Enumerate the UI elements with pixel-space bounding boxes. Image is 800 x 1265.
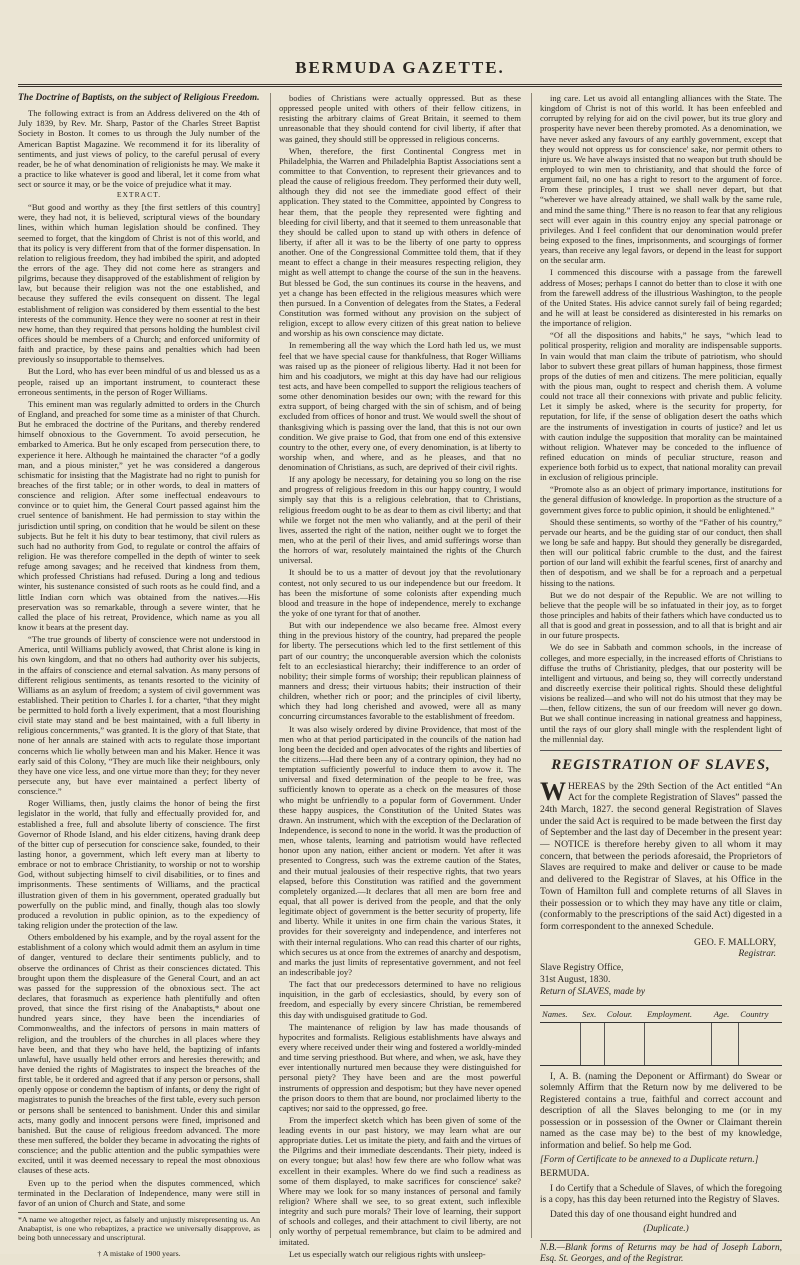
certificate-label: [Form of Certificate to be annexed to a Duplicate return.] (540, 1154, 759, 1165)
footnote: *A name we altogether reject, as falsely and unjustly misrepresenting us. An Anabaptist, is one who rebaptizes, a practice we universally disapprove, as being both unnecessary and unscriptural. (18, 1212, 260, 1243)
registrar-name: GEO. F. MALLORY, (694, 936, 776, 948)
oath-text: I, A. B. (naming the Deponent or Affirmant) do Swear or solemnly Affirm that the Return now by me delivered to be Registered contains a true, faithful and correct account and description of all the Slaves belonging to me (or in my possession or in possession of the Owner or Claimant therein named as the case may be) to the best of my knowledge, information and belief. So help me God. (540, 1071, 782, 1151)
table-header: Age. (712, 1005, 739, 1022)
article-paragraph: Let us especially watch our religious rights with unsleep- (289, 1248, 486, 1259)
registration-title: REGISTRATION OF SLAVES, (551, 756, 771, 773)
column-2 (270, 93, 521, 1259)
table-header: Employment. (645, 1005, 712, 1022)
registry-footer: N.B.—Blank forms of Returns may be had of Joseph Laborn, Esq. St. Georges, and of the Registrar. (540, 1240, 782, 1265)
article-paragraph: In remembering all the way which the Lord hath led us, we must feel that we have special cause for thankfulness, that Roger Williams was raised up as the pioneer of religious liberty. Had it not been for him and his coadjutors, we might at this day have had our religious test acts, and have been compelled to support the religious teachers of some other denomination besides our own; with the reward for this extra support, of being charged with the sin of schism, and of being excluded from offices of honor and trust. We would swell the shout of thanksgiving which is passing over the land, that this is not our own condition. We give praise to God, that from one end of this extensive country to the other, every one, of every denomination, is at liberty to worship when, and where, and as he pleases, and that no denomination of Christians, as such, are deprived of their civil rights. (279, 340, 521, 473)
article-paragraph: When, therefore, the first Continental Congress met in Philadelphia, the Warren and Philadelphia Baptist Associations sent a committee to that Convention, to represent their grievances and to plead the cause of religious freedom. They performed their duty well, although they did not see the immediate good effect of their application. They stated to the Committee, appointed by Congress to hear them, that the people they represented were fighting and bleeding for civil liberty, and that it seemed to them unreasonable that they should be called upon to stand up with others in defence of liberty, if after all it was to be the liberty of one party to oppress another. One of the Congressional Committee told them, that if they meant to effect a change in their measures respecting religion, they might as well attempt to change the course of the sun in the heavens. But blessed be God, the sun continues its course in the heavens, and yet a change has been effected in the religious measures which were then pursued. In a Convention of delegates from the States, a Federal Constitution was formed without any provision on the subject of religion, except to allow every citizen of this great nation to believe and worship as his own conscience may dictate. (279, 145, 521, 339)
table-header: Names. (540, 1005, 580, 1022)
article-paragraph: Should these sentiments, so worthy of the “Father of his country,” pervade our hearts, and be the guiding star of our conduct, then shall we long be safe and happy. But should they generally be disregarded, then will our political fabric crumble to the dust, and the fairest portion of our land will exhibit the fearful scenes, first of anarchy and then of despotism, and we shall be for a reproach and a perpetual hissing to the nations. (540, 516, 782, 588)
table-header-row (540, 1005, 782, 1022)
article-paragraph: It should be to us a matter of devout joy that the revolutionary contest, not only secured to us our independence but our freedom. It has been the misfortune of some colonists after expending much blood and treasure in the hope of independence, merely to exchange the yoke of one tyrant for that of another. (279, 567, 521, 619)
table-header: Sex. (580, 1005, 605, 1022)
article-paragraph: bodies of Christians were actually oppressed. But as these oppressed people united with others of their fellow citizens, in resisting the arbitrary claims of Great Britain, it seemed to them unreasonable that they should contend for civil liberty, if after that was gained, they should still be oppressed in religious concerns. (279, 93, 521, 144)
column-3 (531, 93, 782, 1264)
duplicate-label: (Duplicate.) (643, 1224, 689, 1235)
article-paragraph: “The true grounds of liberty of conscience were not understood in America, until Williams publicly avowed, that Christ alone is king in his own kingdom, and that no others had authority over his subjects, in the affairs of conscience and eternal salvation. As many persons of different religious sentiments, as tenants resorted to the vicinity of Williams as an asylum of freedom; a system of civil government was established. Their petition to Charles I. for a charter, “that they might be permitted to hold forth a lively experiment, that a most flourishing civil state may stand and be best maintained, with a full liberty in religious concernments,” was granted. It is the glory of that State, that none of her annals are stained with acts to regulate those important concerns which lie wholly between man and his Maker. Hence it was early said of this Colony, “They are much like their neighbours, only they have one vice less, and one virtue more than they; for they never persecute any, but have ever maintained a perfect liberty of conscience.” (18, 634, 260, 797)
slave-return-table (540, 1005, 782, 1066)
office-date: 31st August, 1830. (540, 975, 611, 986)
article-paragraph: But with our independence we also became free. Almost every thing in the previous history of the country, had prepared the people for liberty. The persecutions which led to the first settlement of this part of our country; the unconquerable aversion which the colonists felt to an ecclesiastical hierarchy; their indifference to an order of nobility; their simple forms of worship; their republican plainness of manners and dress; their virtuous habits; their instruction of their children, whether rich or poor; and the principles of civil liberty, which they had long cherished and avowed, were all as many concurring circumstances favorable to the establishment of freedom. (279, 620, 521, 722)
article-paragraph: The fact that our predecessors determined to have no religious inquisition, in the garb of ecclesiastics, should, by every son of freedom, and especially by every sincere Christian, be remembered this day with undisguised gratitude to God. (279, 979, 521, 1020)
registry-office (540, 963, 782, 998)
registrar-signature (540, 937, 776, 960)
dated-line: Dated this day of one thousand eight hundred and (550, 1209, 737, 1220)
table-cell (540, 1022, 580, 1065)
article-paragraph: ing care. Let us avoid all entangling alliances with the State. The kingdom of Christ is not of this world. It has been enfeebled and corrupted by relying for aid on the civil power, but its true glory and prosperity have never been thereby promoted. As a denomination, we have never asked any favours of any earthly government, except that they would not oppress us for conscience' sake, nor permit others to injure us. We have always insisted that no weapon but truth should be employed to win men to christianity, and that should the force of argument fail, no one has a right to resort to the argument of force. From these principles, I trust we shall never depart, but that “wherever we have already attained, we shall walk by the same rule, and mind the same thing.” There is no reason to fear that any religious sect will ever again in this country enjoy any special patronage or privileges. And I feel confident that our denomination would prefer being exposed to the fines, imprisonments, and scourgings of former years, than receive any legal favors, or depend in the least for support on the secular arm. (540, 93, 782, 266)
table-header: Colour. (605, 1005, 645, 1022)
article-paragraph: If any apology be necessary, for detaining you so long on the rise and progress of religious freedom in this our happy country, I would simply say that this is a religious celebration, that to Christians, religious freedom ought to be as dear to them as civil liberty; and that while we forget not the men who valiantly, and at the peril of their lives, asserted the right of the nation, neither ought we to forget the men, who at the peril of their lives, and amid sufferings worse than the horrors of war, resolutely maintained the rights of the Church universal. (279, 474, 521, 566)
masthead-title: BERMUDA GAZETTE. (295, 58, 505, 77)
article-paragraph: Others emboldened by his example, and by the royal assent for the establishment of a colony which would admit them an asylum in time of danger, ventured to declare their sentiments publicly, and to observe the ordinances of Christ as their consciences dictated. This brought upon them the displeasure of the General Court, and an act was passed for the suppression of the obnoxious sect. The act declares, that forasmuch as experience hath plentifully and often proved, that since the first rising of the Anabaptists,* about one hundred years since, they have been the incendiaries of Commonwealths, and the infectors of persons in main matters of religion, and the troublers of the churches in all places where they have been, and that they who have held, the baptizing of infants unlawful, have usually held other errors and heresies therewith; and have denied the rights of Magistrates to inspect the breaches of the first table, be it ordered and agreed that if any person or persons, shall openly oppose or condemn the baptism of infants, or deny the right of magistrates to punish the breaches of the first table, every such person or persons shall be sentenced to banishment. Under this and similar acts, many godly and innocent persons were fined, imprisoned and banished. But the cause of religious freedom advanced. The more these men suffered, the bolder they became in advocating the rights of conscience; and the public attention and the public sympathies were excited, until it was deemed necessary to repeal the most obnoxious clauses of these acts. (18, 932, 260, 1176)
article-intro: The following extract is from an Address delivered on the 4th of July 1839, by Rev. Mr. Sharp, Pastor of the Charles Street Baptist Society in Boston. It comes to us through the July number of the American Baptist Magazine. We recommend it for its liberality of sentiments, and just views of policy, to the careful perusal of every reader, be he of what denomination of religionists he may. We make it a practice to like whatever is good and liberal, let it come from what sect or source it may, or be the voice of prejudice what it may. (18, 108, 260, 190)
article-paragraph: We do see in Sabbath and common schools, in the increase of colleges, and more especially, in the increased efforts of Christians to diffuse the truths of Christianity, pledges, that our posterity will be intelligent and virtuous, and being so, they will correctly understand and discreetly exercise their political rights. Should these delightful visions be realized—and who will not do his utmost that they may be—then, fellow citizens, the sun of our freedom will never go down. But we shall continue increasing in national greatness and happiness, until the rays of our glory shall mingle with the resplendent light of the millennial day. (540, 642, 782, 744)
article-paragraph: “Of all the dispositions and habits,” he says, “which lead to political prosperity, religion and morality are indispensable supports. In vain would that man claim the tribute of patriotism, who should labor to subvert these great pillars of human happiness, those firmest props of the duties of men and citizens. The mere politician, equally with the pious man, ought to respect and cherish them. A volume could not trace all their connexions with private and public felicity. Let it simply be asked, where is the security for property, for reputation, for life, if the sense of obligation desert the oaths which are the instruments of investigation in courts of justice? and let us with caution indulge the supposition that morality can be maintained without religion. Whatever may be conceded to the influence of refined education on minds of peculiar structure, reason and experience both forbid us to expect, that national morality can prevail in exclusion of religious principle. (540, 330, 782, 483)
article-paragraph: “But good and worthy as they [the first settlers of this country] were, they had not, it is believed, scriptural views of the boundary lines, within which human legislation should be confined. They seemed to forget, that the kingdom of Christ is not of this world, and that its policy is very different from that of the former dispensation. In relation to religious freedom, they had imbibed the spirit, and adopted the errors of the age. They did not come here as strangers and pilgrims, because they disapproved of the establishment of religion by law, but because their religion was not the one established, and because they suffered the evils consequent on dissent. The legal establishment of religion was considered by them essential to the best interests of the community. Hence they were no sooner at rest in their new home, than they required that persons holding the humblest civil offices should be members of a Church; and enforced uniformity of faith and practice, by these pains and penalties which had been previously so insupportable to themselves. (18, 202, 260, 365)
registration-text: HEREAS by the 29th Section of the Act entitled “An Act for the complete Registration of Slaves” passed the 24th March, 1827. the second general Registration of Slaves under the said Act is required to be made between the first day of September and the last day of December in the present year:— NOTICE is therefore hereby given to all whom it may concern, that between the periods aforesaid, the Proprietors of Slaves are required to make and deliver or cause to be made and delivered to the Registrar of Slaves, at his Office in the Town of Hamilton full and complete returns of all Slaves in their possession or to which they may have any title or claim, (conformably to the prescriptions of the said Act) digested in a form correspondent to the annexed Schedule. (540, 780, 782, 932)
column-1 (18, 93, 260, 1258)
article-paragraph: This eminent man was regularly admitted to orders in the Church of England, and preached for some time as a minister of that Church. But he embraced the doctrine of the Puritans, and thereby rendered himself obnoxious to the Government. To avoid persecution, he embarked to America. But he only escaped from persecution there, to experience it here. Although he maintained the character “of a godly man, and a pious minister,” yet he was considered a dangerous schismatic for insisting that the Magistrate had no right to punish for breaches of the first table; or in other words, to deal in matters of conscience and religion. After some ineffectual endeavours to convince or to quiet him, the General Court passed against him the cruel sentence of banishment. He had permission to stay within the jurisdiction until spring, on condition that he would be silent on these subjects. But he felt it his duty to bear testimony, that civil rulers as such had no authority from God, to regulate or control the affairs of religion. He was therefore compelled in the depth of winter to seek refuge among savages; and he received that kindness from them, which professed Christians had refused. During a long and tedious winter, his sustenance consisted of such roots as he could find, and a little Indian corn which was obtained from the natives.—His preservation was so remarkable, through a severe winter, that he called the place of his retreat, Providence, which name as you all know it bears at the present day. (18, 398, 260, 632)
article-paragraph: The maintenance of religion by law has made thousands of hypocrites and formalists. Religious establishments have always and every where received under their wing and fostered a worldly-minded and time serving priesthood. But where, and when, we ask, have they ever intentionally nurtured men because they were distinguished for personal piety? They have been and are the most powerful instruments of oppression and despotism; but they have never opened the prison doors to them that are bound, nor proclaimed liberty to the captives; nor said to the oppressed, go free. (279, 1021, 521, 1113)
office-name: Slave Registry Office, (540, 963, 624, 974)
footnote: † A mistake of 1900 years. (97, 1248, 181, 1258)
oath-section (540, 1072, 782, 1236)
table-cell (605, 1022, 645, 1065)
table-cell (712, 1022, 739, 1065)
registrar-title: Registrar. (738, 948, 776, 959)
returns-label: Return of SLAVES, made by (540, 986, 645, 997)
columns (18, 93, 782, 1264)
article-title: The Doctrine of Baptists, on the subject of Religious Freedom. (18, 93, 260, 103)
registration-notice (540, 757, 782, 1265)
bermuda-label: BERMUDA. (540, 1169, 590, 1180)
section-divider (540, 750, 782, 751)
article-paragraph: It was also wisely ordered by divine Providence, that most of the men who at that period participated in the councils of the nation had long been the decided and open advocates of the rights and liberties of the citizens.—Had there been any of a contrary opinion, they had no temptation sufficiently powerful to induce them to avow it. The universal and fixed determination of the people to be free, was sufficiently known to operate as a check on the measures of those who might be unfriendly to a popular form of Government. Under these happy auspices, the Constitution of the United States was drawn. An instrument, which with the exception of the Declaration of Independence, is second to none in the world. It was the production of men, whose talents, learning and patriotism would have reflected honor upon any nation, either ancient or modern. Yet after it was presented to Congress, such was the extreme caution of the States, and their mutual jealousies of their respective rights, that two years elapsed, before this Constitution was ratified and the government completely organized.—It declares that all men are born free and equal, that all power is derived from the people, and that the only legitimate object of government is the better security of property, life and liberty. While it unites in one firm chain the various States, it provides for their sovereignty and independence, and interferes not with their internal regulations. Who can read this charter of our rights, which secures us at once from the extremes of anarchy and despotism, and marks the just limits of representative government, and not feel an indescribable joy? (279, 723, 521, 977)
extract-label: EXTRACT. (116, 190, 162, 200)
drop-cap: W (540, 776, 566, 806)
article-paragraph: But we do not despair of the Republic. We are not willing to believe that the people will be so infatuated in their joy, as to forget those principles and habits of their fathers which have conducted us to all that is good and great in possession, and to all that is bright and air in our future prospects. (540, 589, 782, 641)
article-paragraph: From the imperfect sketch which has been given of some of the leading events in our past history, we may learn what are our appropriate duties. Let us imitate the piety, and faith and the virtues of the Pilgrims and their immediate descendants. Their piety, indeed is on every tongue; but alas! how few there are who follow what was excellent in their examples. Where do we find such a readiness as some of them displayed, to make sacrifices for conscience' sake? Where may we look for so many instances of personal and family religion? Where shall we see, to so great extent, such inflexible integrity and such pure morals? Their love of learning, their support of schools and colleges, and their attachment to civil liberty, are not only worthy of perpetual remembrance, but claim to be admired and imitated. (279, 1114, 521, 1247)
certificate-text: I do Certify that a Schedule of Slaves, of which the foregoing is a copy, has this day been returned into the Registry of Slaves. (540, 1183, 782, 1206)
table-cell (580, 1022, 605, 1065)
masthead-rule (18, 84, 782, 87)
table-row (540, 1022, 782, 1065)
table-cell (645, 1022, 712, 1065)
registration-body (540, 776, 782, 933)
article-paragraph: “Promote also as an object of primary importance, institutions for the general diffusion of knowledge. In proportion as the structure of a government gives force to public opinion, it should be enlightened.” (540, 484, 782, 515)
table-header: Country (738, 1005, 782, 1022)
article-paragraph: I commenced this discourse with a passage from the farewell address of Moses; perhaps I cannot do better than to close it with one from the farewell address of the illustrious Washington, to the people of the United States. His advice cannot surely fail of being regarded; and he will at least be considered as disinterested in his remarks on the importance of religion. (540, 267, 782, 329)
table-cell (738, 1022, 782, 1065)
article-paragraph: But the Lord, who has ever been mindful of us and blessed us as a people, raised up an important instrument, to counteract these erroneous sentiments, in the person of Roger Williams. (18, 366, 260, 397)
article-paragraph: Even up to the period when the disputes commenced, which terminated in the Declaration of Independence, many were still in favor of an union of Church and State, and some (18, 1177, 260, 1208)
article-paragraph: Roger Williams, then, justly claims the honor of being the first legislator in the world, that fully and effectually provided for, and established a free, full and absolute liberty of conscience. The first Governor of Rhode Island, and his elder citizens, having drank deep of the bitter cup of persecution for conscience sake, founded, to their lasting honor, a government, which left every man at liberty to embrace or not to embrace Christianity, to worship or not to worship God, without subjecting himself to civil disabilities, or to fines and imprisonments. These sentiments of Williams, and the practical illustration given of them in his government, operated gradually but powerfully on the public mind, and finally, though alas too slowly produced a revolution in public opinion, as to the expediency of taking religion under the protection of the law. (18, 798, 260, 931)
